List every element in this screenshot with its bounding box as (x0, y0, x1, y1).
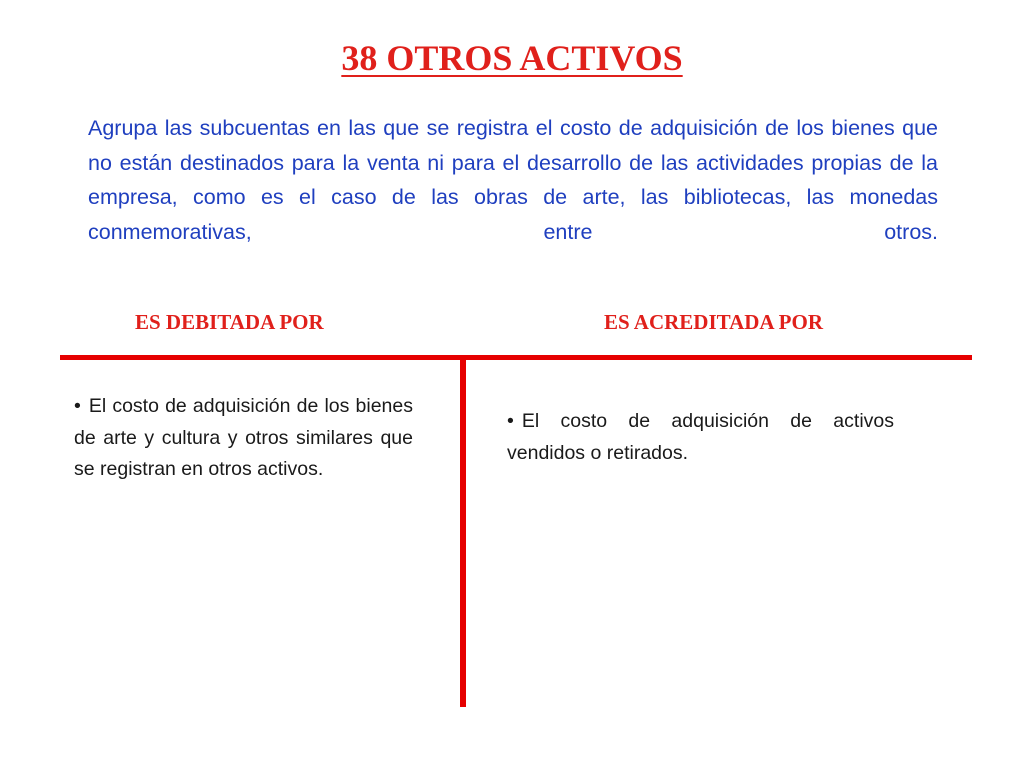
debit-entry-text: El costo de adquisición de los bienes de arte y cultura y otros similares que se registran en otros activos. (74, 395, 413, 480)
slide-title (0, 36, 1024, 80)
debit-bullet: • (74, 395, 81, 417)
slide-title-text: 38 OTROS ACTIVOS (341, 38, 683, 78)
debit-entry (74, 391, 413, 486)
intro-paragraph: Agrupa las subcuentas en las que se registra el costo de adquisición de los bienes que no están destinados para la venta ni para el desarrollo de las actividades propias de la empresa, como es el caso de las obras de arte, las bibliotecas, las monedas conmemorativas, entre otros. (88, 116, 938, 244)
debit-header: ES DEBITADA POR (135, 310, 324, 334)
credit-bullet: • (507, 410, 514, 432)
t-account-vertical-line (460, 357, 466, 707)
credit-entry-text: El costo de adquisición de activos vendidos o retirados. (507, 410, 894, 464)
credit-entry (507, 406, 894, 469)
credit-header: ES ACREDITADA POR (604, 310, 823, 334)
t-account-horizontal-line (60, 355, 972, 360)
